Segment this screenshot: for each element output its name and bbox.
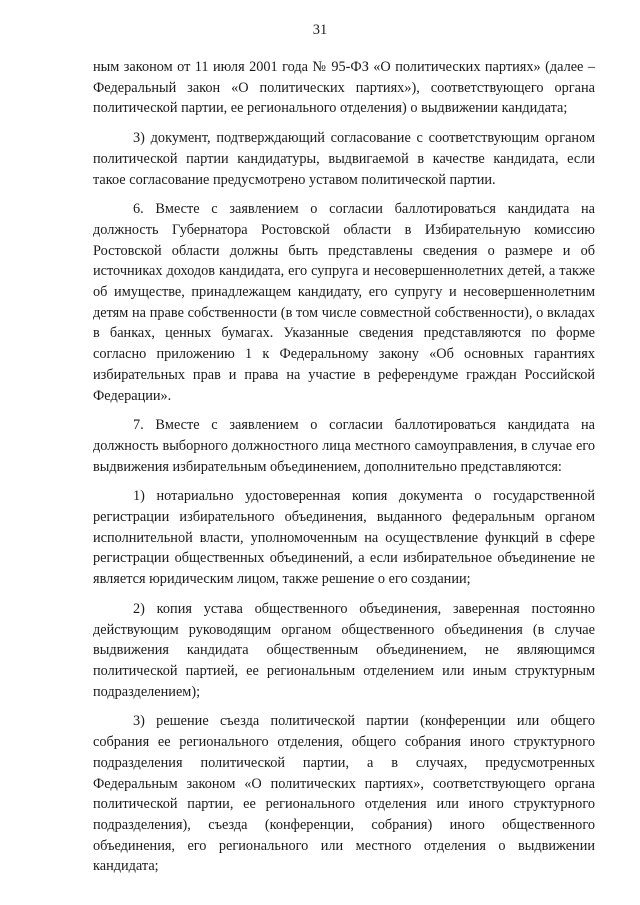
paragraph-item-3-document: 3) документ, подтверждающий согласование с соответствующим органом политической партии кандидатуры, выдвигаемой в качестве кандидата, если такое согласование предусмотрено уставом политической партии. — [93, 130, 595, 188]
paragraph-item-1-notarized-copy: 1) нотариально удостоверенная копия документа о государственной регистрации избирательного объединения, выданного федеральным органом исполнительной власти, уполномоченным на осуществление функций в сфере регистрации общественных объединений, а если избирательное объединение не является юридическим лицом, также решение о его создании; — [93, 488, 595, 588]
paragraph-item-3-congress-decision: 3) решение съезда политической партии (конференции или общего собрания ее регионального отделения, общего собрания иного структурного подразделения политической партии, а в случаях, предусмотренных Федеральным законом «О политических партиях», соответствующего органа политической партии, ее регионального отделения или иного структурного подразделения), съезда (конференции, собрания) иного общественного объединения, его регионального или местного отделения о выдвижении кандидата; — [93, 713, 595, 875]
paragraph-item-2-charter-copy: 2) копия устава общественного объединения, заверенная постоянно действующим руководящим органом общественного объединения (в случае выдвижения кандидата общественным объединением, не являющимся политической партией, ее региональным отделением или иным структурным подразделением); — [93, 600, 595, 700]
page-number: 31 — [312, 22, 328, 38]
paragraph-clause-7: 7. Вместе с заявлением о согласии баллотироваться кандидата на должность выборного должностного лица местного самоуправления, в случае его выдвижения избирательным объединением, дополнительно представляются: — [93, 417, 595, 475]
paragraph-clause-6: 6. Вместе с заявлением о согласии баллотироваться кандидата на должность Губернатора Ростовской области в Избирательную комиссию Ростовской области должны быть представлены сведения о размере и об источниках доходов кандидата, его супруга и несовершеннолетних детей, а также об имуществе, принадлежащем кандидату, его супругу и несовершеннолетним детям на праве собственности (в том числе совместной собственности), о вкладах в банках, ценных бумагах. Указанные сведения представляются по форме согласно приложению 1 к Федеральному закону «Об основных гарантиях избирательных прав и права на участие в референдуме граждан Российской Федерации». — [93, 201, 595, 404]
document-body — [93, 57, 595, 886]
paragraph-continuation: ным законом от 11 июля 2001 года № 95-ФЗ «О политических партиях» (далее – Федеральный закон «О политических партиях»), соответствующего органа политической партии, ее регионального отделения) о выдвижении кандидата; — [93, 59, 595, 117]
